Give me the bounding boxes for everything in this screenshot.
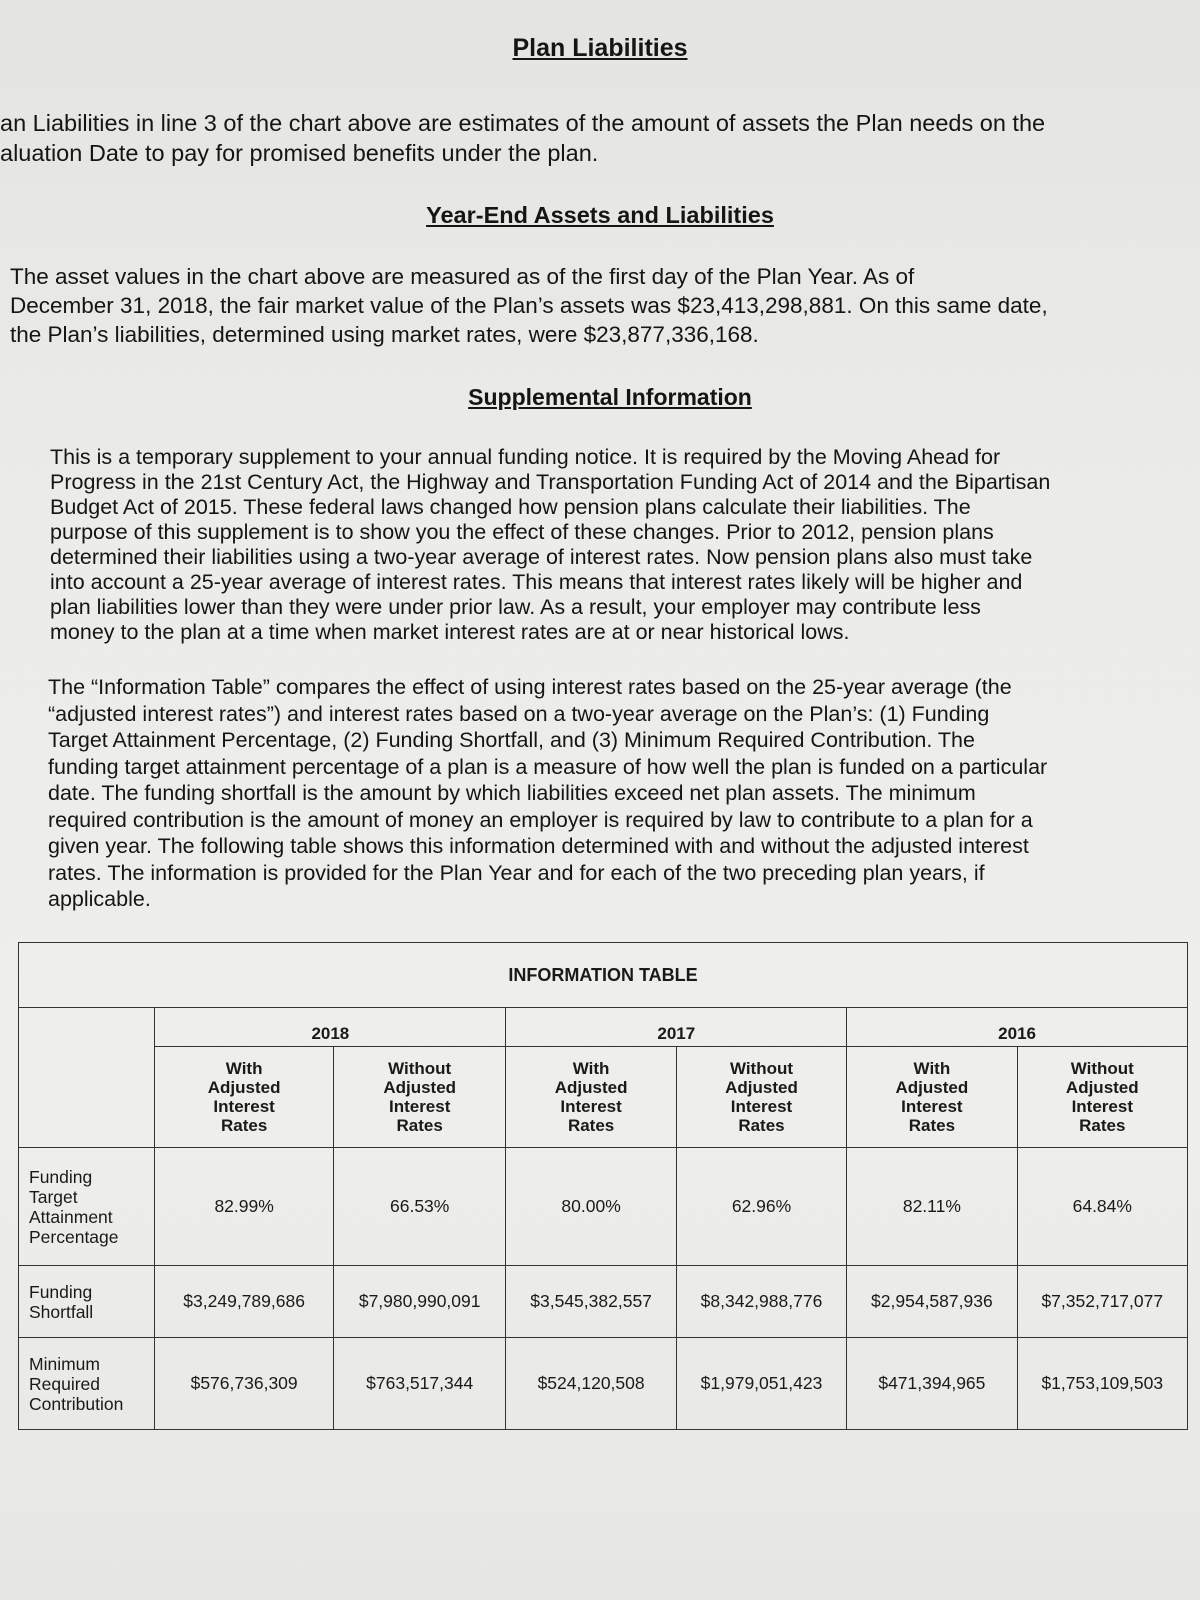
col-header-line: Adjusted [383,1078,457,1097]
supplemental-heading: Supplemental Information [468,384,752,410]
text-line: money to the plan at a time when market interest rates are at or near historical lows. [50,620,850,644]
row-label-funding-shortfall [19,1266,155,1338]
year-end-text [10,262,1048,349]
year-header-2018: 2018 [155,1008,506,1047]
col-header-line: Rates [396,1116,443,1135]
col-header-line: Interest [1071,1097,1133,1116]
table-corner-cell [19,1047,155,1148]
plan-liabilities-text [0,108,1045,168]
row-label-line: Minimum [29,1353,100,1374]
text-line: funding target attainment percentage of a plan is a measure of how well the plan is funded on a particular [48,754,1048,779]
supplemental-para-2 [48,674,1047,913]
text-line: into account a 25-year average of interest rates. This means that interest rates likely will be higher and [50,570,1023,594]
text-line: applicable. [48,887,151,911]
year-header-2016: 2016 [847,1008,1188,1047]
text-line: the Plan’s liabilities, determined using market rates, were $23,877,336,168. [10,322,759,347]
information-table-grid [18,942,1188,1430]
col-header-line: Rates [908,1116,956,1135]
text-line: “adjusted interest rates”) and interest rates based on a two-year average on the Plan’s: (1) Funding [48,701,990,726]
col-header-line: Rates [567,1116,615,1135]
col-header-line: Adjusted [725,1078,798,1097]
table-cell: $3,545,382,557 [506,1266,676,1338]
table-cell: $576,736,309 [155,1338,334,1430]
col-header-line: Without [1070,1059,1134,1078]
table-cell: 66.53% [333,1148,505,1266]
table-cell: $2,954,587,936 [847,1266,1017,1338]
col-header-line: Rates [738,1116,785,1135]
text-line: rates. The information is provided for the Plan Year and for each of the two preceding plan years, if [48,860,985,885]
row-label-minimum-contribution [19,1338,155,1430]
supplemental-para-1 [50,445,1050,645]
row-label-funding-target [19,1148,155,1266]
table-row-minimum-contribution [19,1338,1188,1430]
col-header-without-adjusted [333,1047,505,1148]
col-header-line: With [913,1059,951,1078]
table-cell: 82.99% [155,1148,334,1266]
table-cell: $1,753,109,503 [1017,1338,1187,1430]
col-header-line: Interest [388,1097,451,1116]
year-end-heading: Year-End Assets and Liabilities [426,202,774,228]
row-label-line: Percentage [29,1226,119,1247]
col-header-line: Adjusted [895,1078,969,1097]
table-cell: $7,980,990,091 [333,1266,505,1338]
text-line: The asset values in the chart above are measured as of the first day of the Plan Year. As of [10,264,915,289]
col-header-line: Adjusted [207,1078,281,1097]
text-line: an Liabilities in line 3 of the chart above are estimates of the amount of assets the Plan needs on the [0,110,1046,136]
table-cell: 62.96% [676,1148,846,1266]
table-title: INFORMATION TABLE [19,943,1188,1008]
table-cell: $8,342,988,776 [676,1266,846,1338]
year-header-2017: 2017 [506,1008,847,1047]
table-row-funding-target [19,1148,1188,1266]
table-cell: $1,979,051,423 [676,1338,846,1430]
text-line: determined their liabilities using a two-year average of interest rates. Now pension plans also must take [50,545,1033,569]
text-line: This is a temporary supplement to your annual funding notice. It is required by the Moving Ahead for [50,445,1001,469]
row-label-line: Target [29,1186,78,1207]
table-cell: $471,394,965 [847,1338,1017,1430]
col-header-without-adjusted [1017,1047,1187,1148]
text-line: Budget Act of 2015. These federal laws changed how pension plans calculate their liabilities. The [50,495,971,519]
text-line: December 31, 2018, the fair market value of the Plan’s assets was $23,413,298,881. On this same date, [10,293,1048,318]
information-table [18,942,1188,1430]
text-line: plan liabilities lower than they were under prior law. As a result, your employer may contribute less [50,595,981,619]
col-header-line: Rates [220,1116,268,1135]
text-line: purpose of this supplement is to show you the effect of these changes. Prior to 2012, pension plans [50,520,994,544]
row-label-line: Shortfall [29,1301,94,1322]
text-line: Target Attainment Percentage, (2) Funding Shortfall, and (3) Minimum Required Contribution. The [48,728,975,752]
table-cell: 64.84% [1017,1148,1187,1266]
col-header-with-adjusted [847,1047,1017,1148]
table-cell: 82.11% [847,1148,1017,1266]
col-header-with-adjusted [155,1047,334,1148]
col-header-line: Rates [1079,1116,1126,1135]
text-line: required contribution is the amount of money an employer is required by law to contribute to a plan for a [48,807,1033,832]
table-cell: $7,352,717,077 [1017,1266,1187,1338]
col-header-line: With [225,1059,263,1078]
row-label-line: Funding [29,1166,93,1187]
col-header-line: Interest [730,1097,793,1116]
table-row-funding-shortfall [19,1266,1188,1338]
col-header-line: Adjusted [554,1078,628,1097]
text-line: aluation Date to pay for promised benefits under the plan. [0,140,599,166]
table-corner-cell [19,1008,155,1047]
col-header-with-adjusted [506,1047,676,1148]
col-header-line: Without [729,1059,794,1078]
row-label-line: Required [29,1373,101,1394]
table-cell: $524,120,508 [506,1338,676,1430]
col-header-line: Interest [213,1097,275,1116]
row-label-line: Attainment [29,1206,113,1227]
col-header-line: Adjusted [1065,1078,1139,1097]
col-header-line: Without [388,1059,452,1078]
text-line: given year. The following table shows this information determined with and without the adjusted interest [48,834,1029,858]
text-line: Progress in the 21st Century Act, the Highway and Transportation Funding Act of 2014 and the Bipartisan [50,470,1051,494]
col-header-line: Interest [901,1097,963,1116]
col-header-line: With [572,1059,610,1078]
table-cell: 80.00% [506,1148,676,1266]
col-header-line: Interest [560,1097,622,1116]
col-header-without-adjusted [676,1047,846,1148]
row-label-line: Funding [29,1281,93,1302]
row-label-line: Contribution [29,1393,124,1414]
table-cell: $3,249,789,686 [155,1266,334,1338]
text-line: The “Information Table” compares the effect of using interest rates based on the 25-year average (the [48,675,1012,699]
plan-liabilities-heading: Plan Liabilities [512,34,688,62]
table-cell: $763,517,344 [333,1338,505,1430]
text-line: date. The funding shortfall is the amount by which liabilities exceed net plan assets. The minimum [48,781,976,805]
